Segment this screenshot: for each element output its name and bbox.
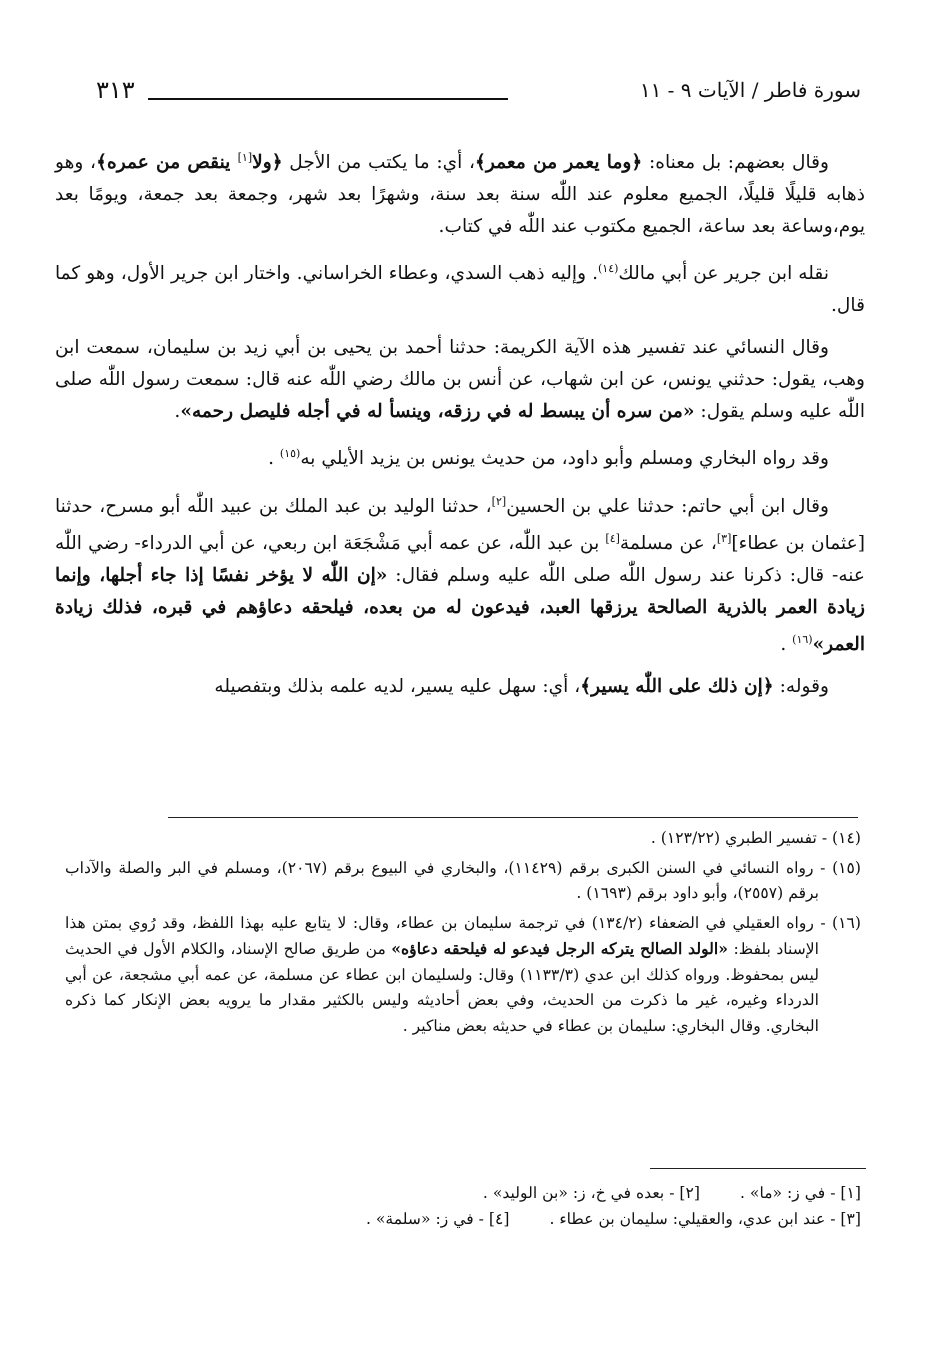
editor-notes-rule [650,1168,866,1169]
editor-note-ref: [٣] [716,531,732,545]
hadith-quote: «الولد الصالح يتركه الرجل فيدعو له فيلحقه دعاؤه» [391,939,729,958]
header-rule [148,98,508,100]
hadith-quote: «إن اللّٰه لا يؤخر نفسًا إذا جاء أجلها، وإنما زيادة العمر بالذرية الصالحة يرزقها العبد، فيدعون له من بعده، فيلحقه دعاؤهم في قبره، فذلك زيادة العمر» [55,564,865,656]
text: . [268,448,280,470]
quran-verse: ﴿إن ذلك على اللّٰه يسير﴾ [580,676,774,698]
editor-notes [65,1180,861,1232]
quran-verse: ﴿ولا [252,152,283,174]
paragraph-6 [55,671,865,703]
text: وقال النسائي عند تفسير هذه الآية الكريمة: حدثنا أحمد بن يحيى بن أبي زيد بن سليمان، سمعت ابن وهب، يقول: حدثني يونس، عن ابن شهاب، عن أنس بن مالك رضي اللّٰه عنه قال: سمعت رسول اللّٰه صلى اللّٰه عليه وسلم يقول: [55,337,865,423]
text: ، عن مسلمة [619,532,717,554]
text: وقال بعضهم: بل معناه: [642,152,829,174]
running-header-title: سورة فاطر / الآيات ٩ - ١١ [639,78,861,102]
footnote-ref: (١٥) [279,447,301,461]
text: . [174,401,181,423]
main-text [55,142,865,713]
paragraph-2 [55,253,865,322]
editor-note-ref: [١] [237,151,253,164]
text: بن عبد اللّٰه، عن عمه أبي مَشْجَعَة ابن ربعي، عن أبي الدرداء- رضي اللّٰه عنه- قال: ذكرنا عند رسول اللّٰه صلى اللّٰه عليه وسلم فقال: [55,532,865,586]
editor-note-1: [١] - في ز: «ما» . [740,1184,861,1202]
footnote-rule [168,817,858,818]
editor-notes-row [65,1206,861,1232]
paragraph-4 [55,438,865,475]
footnote-ref: (١٦) [792,632,813,646]
footnote-16 [65,911,861,1040]
text: ، وهو ذهابه قليلًا قليلًا، الجميع معلوم عند اللّٰه سنة بعد سنة، وشهرًا بعد شهر، وجمعة بعد جمعة، ويومًا بعد يوم،وساعة بعد ساعة، الجميع مكتوب عند اللّٰه في كتاب. [55,152,865,238]
text: وقال ابن أبي حاتم: حدثنا علي بن الحسين [506,495,829,517]
paragraph-3 [55,332,865,428]
editor-notes-row [65,1180,861,1206]
quran-verse: ينقص من عمره﴾ [96,152,238,174]
hadith-quote: «من سره أن يبسط له في رزقه، وينسأ له في أجله فليصل رحمه» [180,401,695,423]
text: (١٦) - رواه العقيلي في الضعفاء (١٣٤/٢) في ترجمة سليمان بن عطاء، وقال: لا يتابع عليه بهذا اللفظ، وقد رُوي بمتن هذا الإسناد بلفظ: [65,913,861,958]
footnote-15: (١٥) - رواه النسائي في السنن الكبرى برقم (١١٤٢٩)، والبخاري في البيوع برقم (٢٠٦٧)، ومسلم في البر والصلة والآداب برقم (٢٥٥٧)، وأبو داود برقم (١٦٩٣) . [65,858,862,902]
editor-note-ref: [٤] [605,531,620,545]
footnote-ref: (١٤) [598,262,619,276]
paragraph-5 [55,486,865,662]
text: وقد رواه البخاري ومسلم وأبو داود، من حديث يونس بن يزيد الأيلي به [300,448,829,470]
text: من طريق صالح الإسناد، والكلام الأول في الحديث ليس بمحفوظ. ورواه كذلك ابن عدي (١١٣٣/٣) وقال: ولسليمان ابن عطاء عن مسلمة، عن عمه أبي مشجعة، عن أبي الدرداء وغيره، غير ما ذكرت من الحديث، وفي بعض أحاديثه وليس بالكثير مقدار ما يرويه بعض الإنكار كما ذكره البخاري. وقال البخاري: سليمان بن عطاء في حديثه بعض مناكير . [65,940,819,1035]
text: نقله ابن جرير عن أبي مالك [618,263,829,285]
text: وقوله: [773,676,829,698]
editor-note-4: [٤] - في ز: «سلمة» . [365,1210,510,1228]
paragraph-1 [55,142,865,243]
editor-note-ref: [٢] [491,494,507,508]
footnotes [65,826,861,1043]
text: . [780,634,793,656]
text: . وإليه ذهب السدي، وعطاء الخراساني. واختار ابن جرير الأول، وهو كما قال. [55,263,865,317]
text: ، أي: سهل عليه يسير، لديه علمه بذلك وبتفصيله [214,676,581,698]
quran-verse: ﴿وما يعمر من معمر﴾ [475,152,643,174]
footnote-14: (١٤) - تفسير الطبري (١٢٣/٢٢) . [650,829,861,847]
text: ، أي: ما يكتب من الأجل [282,152,475,174]
page-number: ٣١٣ [96,76,135,104]
editor-note-2: [٢] - بعده في خ، ز: «بن الوليد» . [482,1184,700,1202]
text: ، حدثنا الوليد بن عبد الملك بن عبيد اللّٰه أبو مسرح، حدثنا [عثمان بن عطاء] [55,495,865,554]
editor-note-3: [٣] - عند ابن عدي، والعقيلي: سليمان بن عطاء . [549,1210,861,1228]
